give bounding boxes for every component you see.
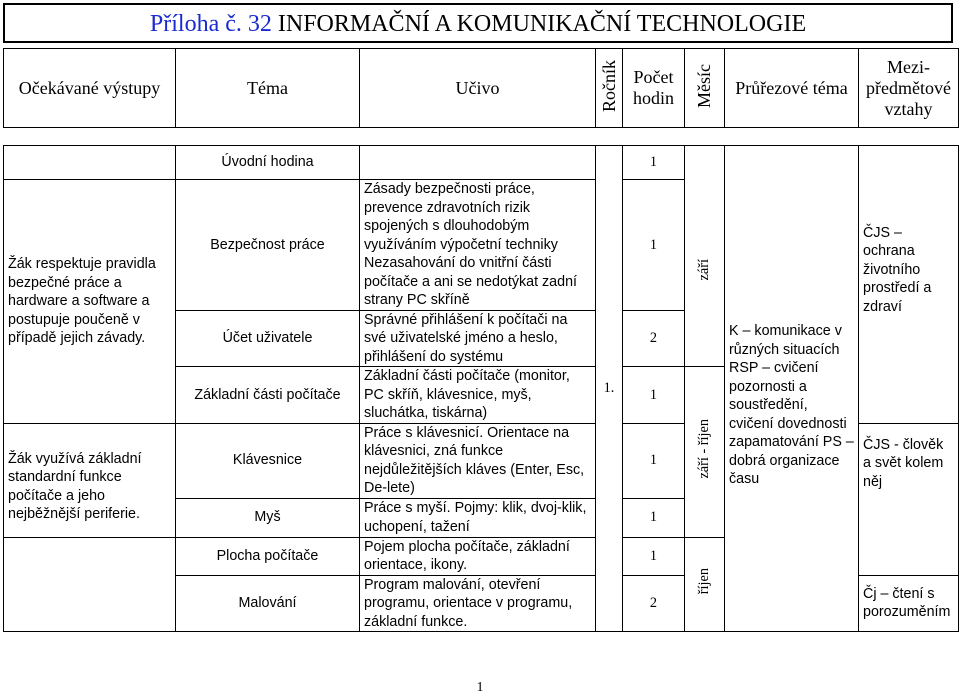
content-cell: Program malování, otevření programu, orientace v programu, základní funkce. bbox=[360, 575, 596, 632]
hours-cell: 2 bbox=[623, 575, 685, 632]
expected-output-1: Žák respektuje pravidla bezpečné práce a hardware a software a postupuje poučeně v případě jejich závady. bbox=[4, 180, 176, 424]
hours-cell: 1 bbox=[623, 367, 685, 424]
curriculum-table bbox=[3, 145, 959, 632]
topic-cell: Myš bbox=[176, 498, 360, 537]
intro-hours: 1 bbox=[623, 146, 685, 180]
topic-cell: Účet uživatele bbox=[176, 310, 360, 367]
header-cross-topic: Průřezové téma bbox=[725, 49, 859, 128]
page-number: 1 bbox=[476, 680, 484, 695]
content-cell: Zásady bezpečnosti práce, prevence zdravotních rizik spojených s dlouhodobým využíváním výpočetní techniky Nezasahování do vnitřní části počítače a ani se nedotýkat zadní strany PC skříně bbox=[360, 180, 596, 311]
month-cell: září - říjen bbox=[696, 419, 713, 479]
topic-cell: Základní části počítače bbox=[176, 367, 360, 424]
document-title bbox=[3, 3, 953, 43]
header-table bbox=[3, 48, 959, 128]
topic-cell: Klávesnice bbox=[176, 423, 360, 498]
topic-cell: Plocha počítače bbox=[176, 537, 360, 575]
topic-cell: Bezpečnost práce bbox=[176, 180, 360, 311]
hours-cell: 2 bbox=[623, 310, 685, 367]
cross-topic-cell: K – komunikace v různých situacích RSP – cvičení pozornosti a soustředění, cvičení dovednosti zapamatování PS – dobrá organizace času bbox=[725, 180, 859, 632]
content-cell: Základní části počítače (monitor, PC skříň, klávesnice, myš, sluchátka, tiskárna) bbox=[360, 367, 596, 424]
header-curriculum: Učivo bbox=[360, 49, 596, 128]
content-cell: Práce s klávesnicí. Orientace na klávesnici, zná funkce nejdůležitějších kláves (Enter, Esc, De-lete) bbox=[360, 423, 596, 498]
header-topic: Téma bbox=[176, 49, 360, 128]
content-cell: Práce s myší. Pojmy: klik, dvoj-klik, uchopení, tažení bbox=[360, 498, 596, 537]
title-subject: INFORMAČNÍ A KOMUNIKAČNÍ TECHNOLOGIE bbox=[271, 11, 807, 37]
relations-cell-3: Čj – čtení s porozuměním bbox=[859, 575, 959, 632]
header-relations: Mezi-předmětové vztahy bbox=[859, 49, 959, 128]
expected-output-2: Žák využívá základní standardní funkce počítače a jeho nejběžnější periferie. bbox=[4, 423, 176, 537]
hours-cell: 1 bbox=[623, 423, 685, 498]
grade-cell: 1. bbox=[596, 146, 623, 632]
topic-cell: Malování bbox=[176, 575, 360, 632]
header-month: Měsíc bbox=[694, 63, 714, 108]
table-row bbox=[4, 146, 959, 180]
hours-cell: 1 bbox=[623, 537, 685, 575]
hours-cell: 1 bbox=[623, 180, 685, 311]
header-grade: Ročník bbox=[598, 59, 619, 112]
title-prefix: Příloha č. 32 bbox=[149, 11, 272, 37]
table-row bbox=[4, 180, 959, 311]
relations-cell-2: ČJS - člověk a svět kolem něj bbox=[859, 423, 959, 575]
intro-topic: Úvodní hodina bbox=[176, 146, 360, 180]
relations-cell-1: ČJS – ochrana životního prostředí a zdraví bbox=[859, 180, 959, 424]
month-cell: září bbox=[696, 259, 713, 281]
month-cell: říjen bbox=[696, 568, 713, 595]
header-expected: Očekávané výstupy bbox=[4, 49, 176, 128]
header-hours: Počet hodin bbox=[623, 49, 685, 128]
hours-cell: 1 bbox=[623, 498, 685, 537]
content-cell: Pojem plocha počítače, základní orientace, ikony. bbox=[360, 537, 596, 575]
content-cell: Správné přihlášení k počítači na své uživatelské jméno a heslo, přihlášení do systému bbox=[360, 310, 596, 367]
